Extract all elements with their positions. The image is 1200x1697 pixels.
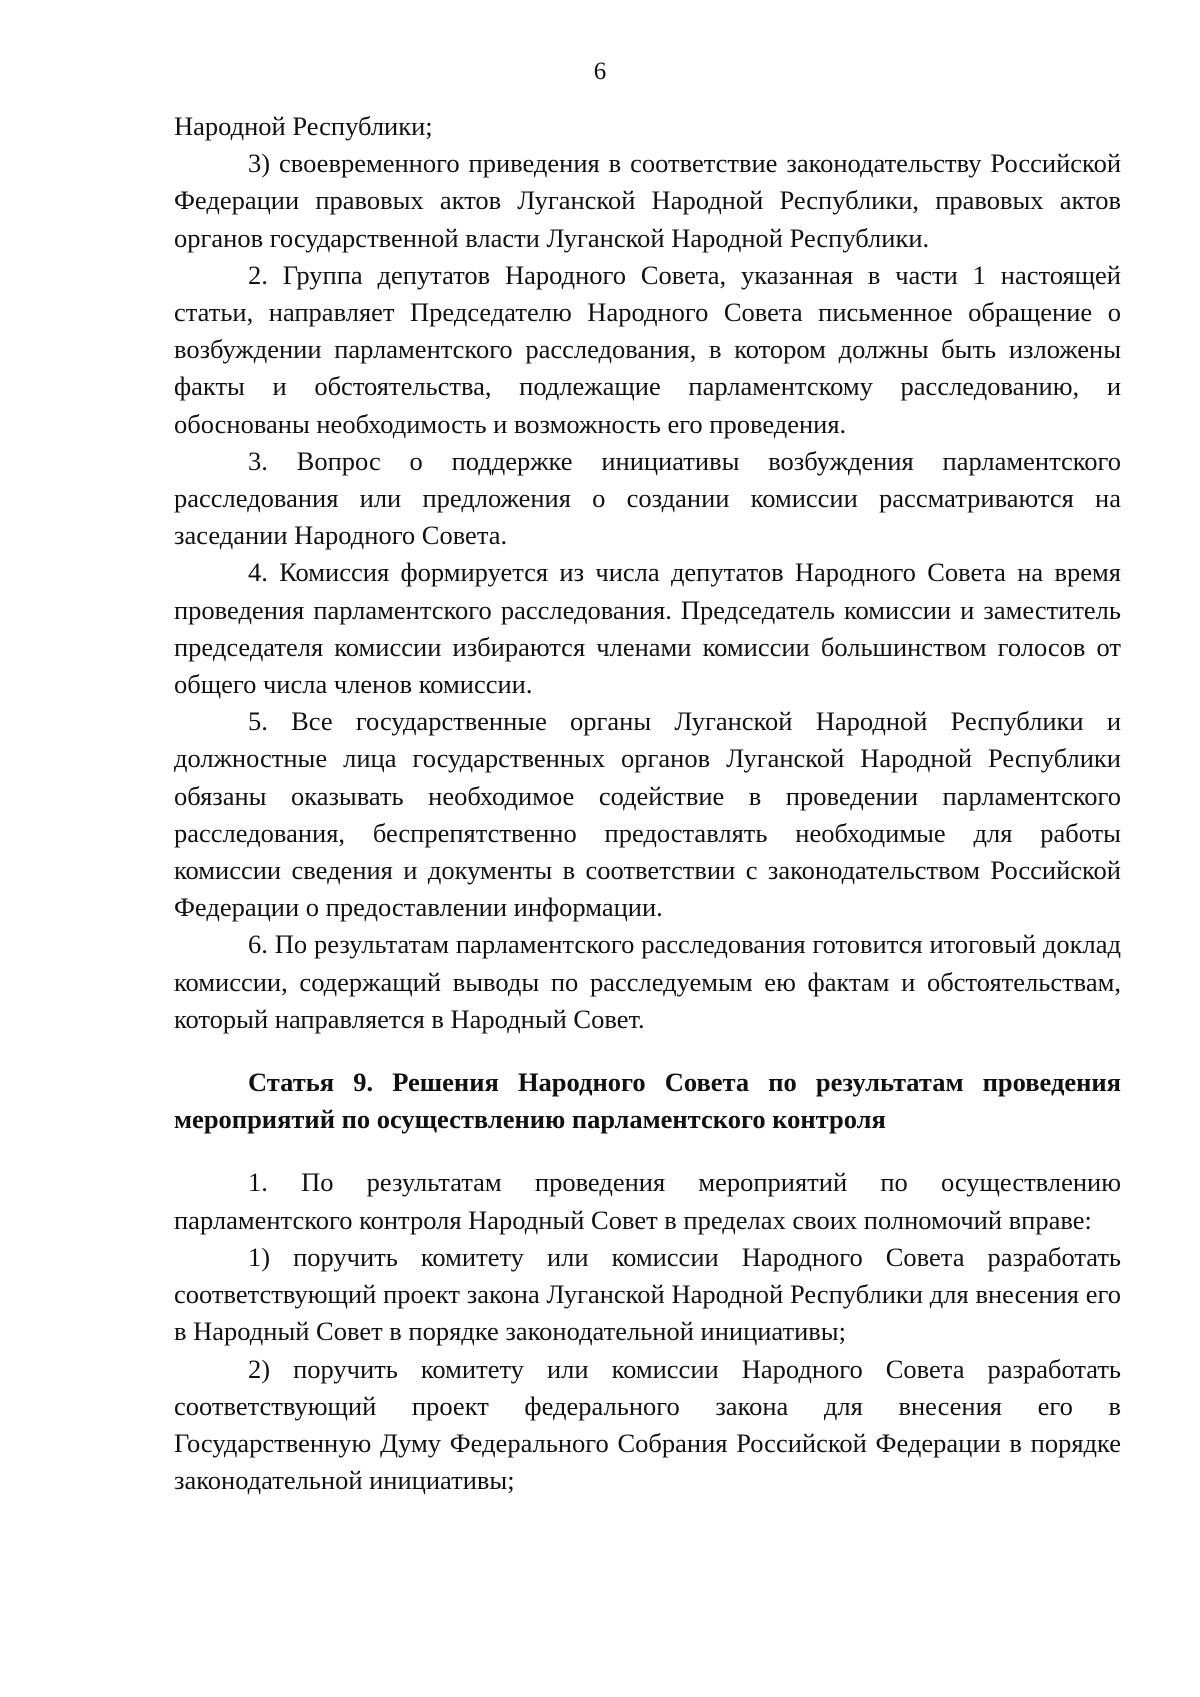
article-paragraph-part-1: 1. По результатам проведения мероприятий по осуществлению парламентского контроля Народный Совет в пределах своих полномочий вправе: (174, 1167, 1121, 1235)
article-paragraph-item-1: 1) поручить комитету или комиссии Народного Совета разработать соответствующий проект закона Луганской Народной Республики для внесения его в Народный Совет в порядке законодательной инициативы; (174, 1241, 1121, 1347)
paragraph-item-3: 3) своевременного приведения в соответствие законодательству Российской Федерации правовых актов Луганской Народной Республики, правовых актов органов государственной власти Луганской Народной Республики. (174, 148, 1121, 253)
page-number: 6 (593, 58, 607, 85)
paragraph-part-3: 3. Вопрос о поддержке инициативы возбуждения парламентского расследования или предложения о создании комиссии рассматриваются на заседании Народного Совета. (174, 445, 1121, 551)
paragraph-part-5: 5. Все государственные органы Луганской Народной Республики и должностные лица государственных органов Луганской Народной Республики обязаны оказывать необходимое содействие в проведении парламентского расследования, беспрепятственно предоставлять необходимые для работы комиссии сведения и документы в соответствии с законодательством Российской Федерации о предоставлении информации. (174, 706, 1121, 923)
document-body (174, 108, 1121, 1499)
paragraph-part-4: 4. Комиссия формируется из числа депутатов Народного Совета на время проведения парламентского расследования. Председатель комиссии и заместитель председателя комиссии избираются членами комиссии большинством голосов от общего числа членов комиссии. (174, 557, 1121, 700)
paragraph-part-6: 6. По результатам парламентского расследования готовится итоговый доклад комиссии, содержащий выводы по расследуемым ею фактам и обстоятельствам, который направляется в Народный Совет. (174, 929, 1121, 1034)
paragraph-part-2: 2. Группа депутатов Народного Совета, указанная в части 1 настоящей статьи, направляет Председателю Народного Совета письменное обращение о возбуждении парламентского расследования, в котором должны быть изложены факты и обстоятельства, подлежащие парламентскому расследованию, и обоснованы необходимость и возможность его проведения. (174, 259, 1121, 439)
paragraph-continuation: Народной Республики; (174, 111, 433, 141)
article-paragraph-item-2: 2) поручить комитету или комиссии Народного Совета разработать соответствующий проект федерального закона для внесения его в Государственную Думу Федерального Собрания Российской Федерации в порядке законодательной инициативы; (174, 1353, 1121, 1496)
article-heading: Статья 9. Решения Народного Совета по результатам проведения мероприятий по осуществлению парламентского контроля (174, 1067, 1121, 1135)
